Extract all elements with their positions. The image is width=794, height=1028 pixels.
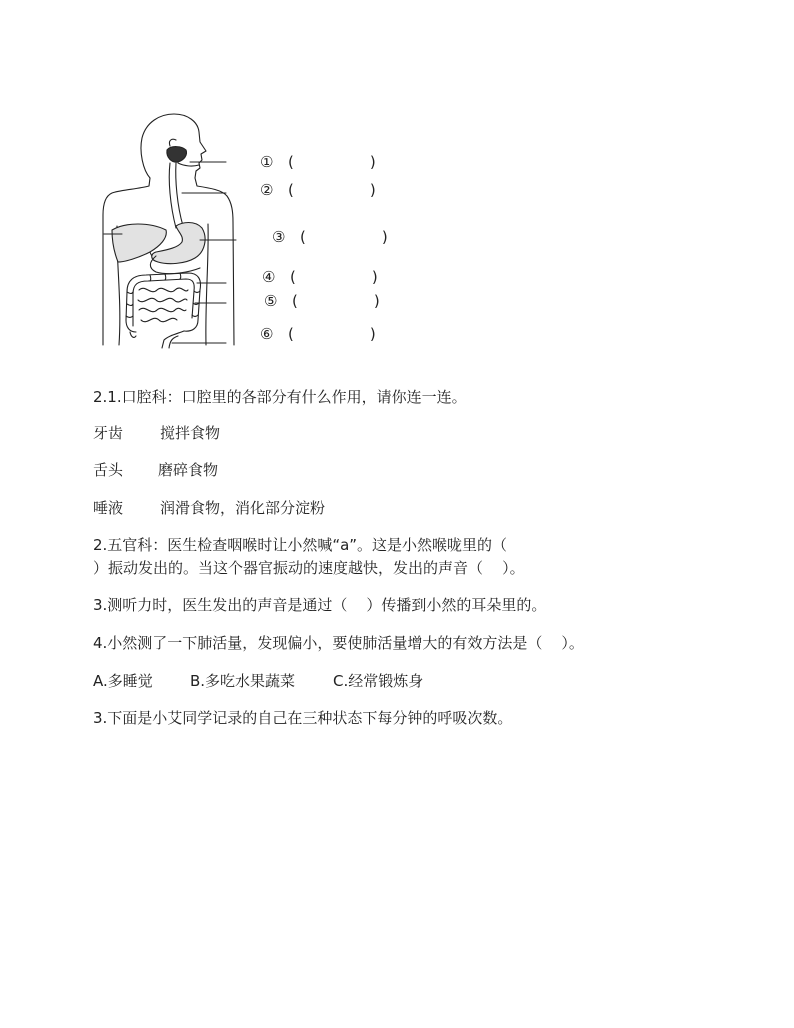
mouth-line <box>178 163 199 166</box>
torso-inner-right <box>206 224 208 345</box>
question-2-2-line-2: ）振动发出的。当这个器官振动的速度越快，发出的声音（ ）。 <box>93 559 525 577</box>
label-close-paren: ) <box>373 292 380 310</box>
match-left-tongue: 舌头 <box>93 461 124 479</box>
body-outline-right <box>195 178 234 345</box>
label-number: ⑥ <box>260 325 274 343</box>
diagram-label-4 <box>262 267 378 287</box>
label-close-paren: ) <box>369 181 376 199</box>
label-close-paren: ) <box>371 268 378 286</box>
esophagus-left <box>169 163 176 228</box>
diagram-label-5 <box>264 291 380 311</box>
label-open-paren: ( <box>290 268 296 286</box>
esophagus-right <box>176 163 183 226</box>
small-intestine <box>138 288 188 322</box>
label-number: ② <box>260 181 274 199</box>
label-open-paren: ( <box>288 153 294 171</box>
option-a: A.多睡觉 <box>93 672 153 690</box>
large-intestine-inner <box>133 279 194 326</box>
label-number: ④ <box>262 268 276 286</box>
label-number: ① <box>260 153 274 171</box>
diagram-label-2 <box>260 180 376 200</box>
label-open-paren: ( <box>288 181 294 199</box>
question-2-1-prompt: 2.1.口腔科：口腔里的各部分有什么作用，请你连一连。 <box>93 388 467 406</box>
label-close-paren: ) <box>381 228 388 246</box>
oral-cavity <box>167 147 187 163</box>
match-right-stir-food: 搅拌食物 <box>160 424 221 442</box>
label-open-paren: ( <box>292 292 298 310</box>
label-close-paren: ) <box>369 325 376 343</box>
label-close-paren: ) <box>369 153 376 171</box>
match-left-saliva: 唾液 <box>93 499 124 517</box>
match-right-grind-food: 磨碎食物 <box>158 461 219 479</box>
label-open-paren: ( <box>288 325 294 343</box>
digestive-system-diagram <box>95 108 245 353</box>
question-3: 3.下面是小艾同学记录的自己在三种状态下每分钟的呼吸次数。 <box>93 709 513 727</box>
pharynx <box>169 139 176 146</box>
head-outline <box>141 114 206 178</box>
label-open-paren: ( <box>300 228 306 246</box>
question-2-3: 3.测听力时，医生发出的声音是通过（ ）传播到小然的耳朵里的。 <box>93 596 547 614</box>
diagram-label-3 <box>272 227 388 247</box>
large-intestine <box>126 273 201 332</box>
label-number: ③ <box>272 228 286 246</box>
rectum-inner <box>169 336 178 348</box>
option-b: B.多吃水果蔬菜 <box>190 672 296 690</box>
rectum <box>162 331 184 348</box>
diagram-label-6 <box>260 324 376 344</box>
appendix <box>130 332 136 337</box>
label-number: ⑤ <box>264 292 278 310</box>
question-2-4-prompt: 4.小然测了一下肺活量，发现偏小，要使肺活量增大的有效方法是（ ）。 <box>93 634 584 652</box>
option-c: C.经常锻炼身 <box>333 672 424 690</box>
question-2-2-line-1: 2.五官科：医生检查咽喉时让小然喊“a”。这是小然喉咙里的（ <box>93 536 508 554</box>
diagram-label-1 <box>260 152 376 172</box>
match-left-teeth: 牙齿 <box>93 424 124 442</box>
match-right-lubricate-food: 润滑食物，消化部分淀粉 <box>160 499 326 517</box>
